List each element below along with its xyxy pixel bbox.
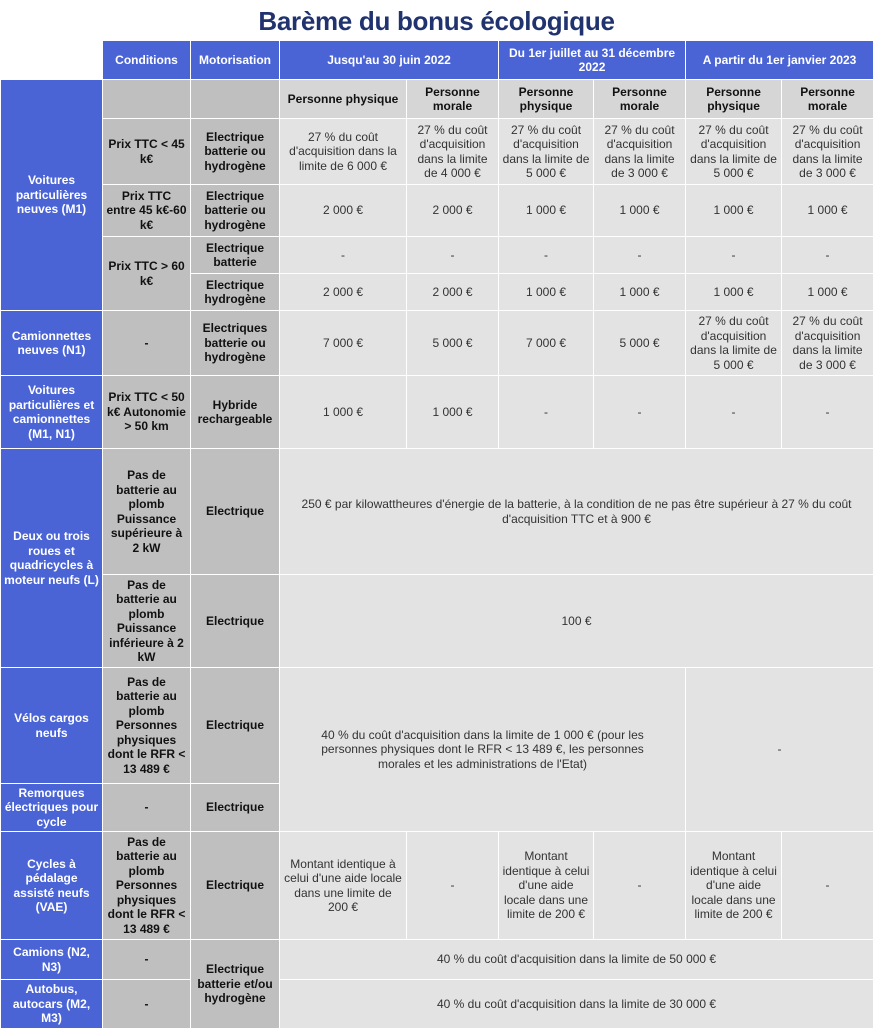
subheader-personne-morale: Personne morale bbox=[407, 80, 499, 119]
value-cell: 5 000 € bbox=[594, 311, 686, 376]
value-cell: - bbox=[782, 237, 873, 274]
header-conditions: Conditions bbox=[103, 41, 191, 80]
value-cell: - bbox=[782, 832, 873, 940]
value-cell: 2 000 € bbox=[280, 185, 407, 237]
value-cell: - bbox=[686, 376, 782, 449]
header-period-3: A partir du 1er janvier 2023 bbox=[686, 41, 873, 80]
value-cell: 27 % du coût d'acquisition dans la limite de 6 000 € bbox=[280, 119, 407, 185]
subheader-personne-physique: Personne physique bbox=[280, 80, 407, 119]
value-cell: 250 € par kilowattheures d'énergie de la batterie, à la condition de ne pas être supérieur à 27 % du coût d'acquisition TTC et à 900 € bbox=[280, 449, 873, 575]
condition-cell: Prix TTC > 60 k€ bbox=[103, 237, 191, 311]
condition-cell: Prix TTC < 45 k€ bbox=[103, 119, 191, 185]
value-cell: 40 % du coût d'acquisition dans la limite de 1 000 € (pour les personnes physiques dont le RFR < 13 489 €, les personnes morales et les administrations de l'Etat) bbox=[280, 668, 686, 832]
subheader-spacer bbox=[103, 80, 191, 119]
value-cell: 27 % du coût d'acquisition dans la limite de 4 000 € bbox=[407, 119, 499, 185]
value-cell: - bbox=[594, 237, 686, 274]
condition-cell: - bbox=[103, 940, 191, 980]
motorisation-cell: Electrique batterie ou hydrogène bbox=[191, 119, 280, 185]
motorisation-cell: Electrique batterie et/ou hydrogène bbox=[191, 940, 280, 1029]
value-cell: 40 % du coût d'acquisition dans la limite de 30 000 € bbox=[280, 980, 873, 1029]
value-cell: - bbox=[499, 237, 594, 274]
value-cell: 27 % du coût d'acquisition dans la limite de 3 000 € bbox=[594, 119, 686, 185]
motorisation-cell: Electrique bbox=[191, 784, 280, 832]
value-cell: 2 000 € bbox=[407, 185, 499, 237]
value-cell: - bbox=[407, 237, 499, 274]
value-cell: 1 000 € bbox=[280, 376, 407, 449]
value-cell: 27 % du coût d'acquisition dans la limite de 3 000 € bbox=[782, 311, 873, 376]
value-cell: 40 % du coût d'acquisition dans la limite de 50 000 € bbox=[280, 940, 873, 980]
value-cell: - bbox=[782, 376, 873, 449]
value-cell: 1 000 € bbox=[499, 274, 594, 311]
page-title: Barème du bonus écologique bbox=[258, 6, 615, 36]
subheader-personne-morale: Personne morale bbox=[782, 80, 873, 119]
category-deux-trois-roues: Deux ou trois roues et quadricycles à moteur neufs (L) bbox=[1, 449, 103, 668]
value-cell: 2 000 € bbox=[280, 274, 407, 311]
motorisation-cell: Electrique hydrogène bbox=[191, 274, 280, 311]
motorisation-cell: Electrique bbox=[191, 575, 280, 668]
category-velos-cargos: Vélos cargos neufs bbox=[1, 668, 103, 784]
value-cell: 5 000 € bbox=[407, 311, 499, 376]
condition-cell: Prix TTC entre 45 k€-60 k€ bbox=[103, 185, 191, 237]
condition-cell: Pas de batterie au plomb Puissance supérieure à 2 kW bbox=[103, 449, 191, 575]
value-cell: - bbox=[686, 668, 873, 832]
value-cell: - bbox=[686, 237, 782, 274]
value-cell: 1 000 € bbox=[594, 274, 686, 311]
motorisation-cell: Electrique bbox=[191, 832, 280, 940]
header-period-1: Jusqu'au 30 juin 2022 bbox=[280, 41, 499, 80]
motorisation-cell: Hybride rechargeable bbox=[191, 376, 280, 449]
value-cell: - bbox=[407, 832, 499, 940]
category-camions: Camions (N2, N3) bbox=[1, 940, 103, 980]
value-cell: - bbox=[499, 376, 594, 449]
condition-cell: - bbox=[103, 311, 191, 376]
header-motorisation: Motorisation bbox=[191, 41, 280, 80]
value-cell: 7 000 € bbox=[280, 311, 407, 376]
value-cell: - bbox=[280, 237, 407, 274]
header-period-2: Du 1er juillet au 31 décembre 2022 bbox=[499, 41, 686, 80]
motorisation-cell: Electrique batterie ou hydrogène bbox=[191, 185, 280, 237]
condition-cell: - bbox=[103, 784, 191, 832]
value-cell: Montant identique à celui d'une aide locale dans une limite de 200 € bbox=[280, 832, 407, 940]
category-remorques: Remorques électriques pour cycle bbox=[1, 784, 103, 832]
subheader-personne-morale: Personne morale bbox=[594, 80, 686, 119]
condition-cell: Prix TTC < 50 k€ Autonomie > 50 km bbox=[103, 376, 191, 449]
category-camionnettes: Camionnettes neuves (N1) bbox=[1, 311, 103, 376]
value-cell: 1 000 € bbox=[594, 185, 686, 237]
value-cell: 1 000 € bbox=[686, 274, 782, 311]
value-cell: 27 % du coût d'acquisition dans la limite de 5 000 € bbox=[686, 311, 782, 376]
motorisation-cell: Electrique bbox=[191, 668, 280, 784]
value-cell: 1 000 € bbox=[499, 185, 594, 237]
value-cell: 7 000 € bbox=[499, 311, 594, 376]
category-hybrides: Voitures particulières et camionnettes (M1, N1) bbox=[1, 376, 103, 449]
condition-cell: - bbox=[103, 980, 191, 1029]
condition-cell: Pas de batterie au plomb Personnes physiques dont le RFR < 13 489 € bbox=[103, 832, 191, 940]
bonus-table bbox=[0, 40, 873, 1029]
value-cell: Montant identique à celui d'une aide locale dans une limite de 200 € bbox=[499, 832, 594, 940]
motorisation-cell: Electrique batterie bbox=[191, 237, 280, 274]
value-cell: Montant identique à celui d'une aide locale dans une limite de 200 € bbox=[686, 832, 782, 940]
condition-cell: Pas de batterie au plomb Personnes physiques dont le RFR < 13 489 € bbox=[103, 668, 191, 784]
value-cell: 1 000 € bbox=[782, 274, 873, 311]
value-cell: 1 000 € bbox=[407, 376, 499, 449]
subheader-personne-physique: Personne physique bbox=[686, 80, 782, 119]
value-cell: 27 % du coût d'acquisition dans la limite de 5 000 € bbox=[686, 119, 782, 185]
motorisation-cell: Electriques batterie ou hydrogène bbox=[191, 311, 280, 376]
value-cell: - bbox=[594, 376, 686, 449]
value-cell: 2 000 € bbox=[407, 274, 499, 311]
value-cell: 1 000 € bbox=[686, 185, 782, 237]
motorisation-cell: Electrique bbox=[191, 449, 280, 575]
value-cell: 100 € bbox=[280, 575, 873, 668]
subheader-personne-physique: Personne physique bbox=[499, 80, 594, 119]
value-cell: 27 % du coût d'acquisition dans la limite de 5 000 € bbox=[499, 119, 594, 185]
value-cell: - bbox=[594, 832, 686, 940]
value-cell: 27 % du coût d'acquisition dans la limite de 3 000 € bbox=[782, 119, 873, 185]
condition-cell: Pas de batterie au plomb Puissance inférieure à 2 kW bbox=[103, 575, 191, 668]
value-cell: 1 000 € bbox=[782, 185, 873, 237]
category-vae: Cycles à pédalage assisté neufs (VAE) bbox=[1, 832, 103, 940]
header-corner bbox=[1, 41, 103, 80]
category-autobus: Autobus, autocars (M2, M3) bbox=[1, 980, 103, 1029]
category-voitures-particulieres: Voitures particulières neuves (M1) bbox=[1, 80, 103, 311]
subheader-spacer bbox=[191, 80, 280, 119]
